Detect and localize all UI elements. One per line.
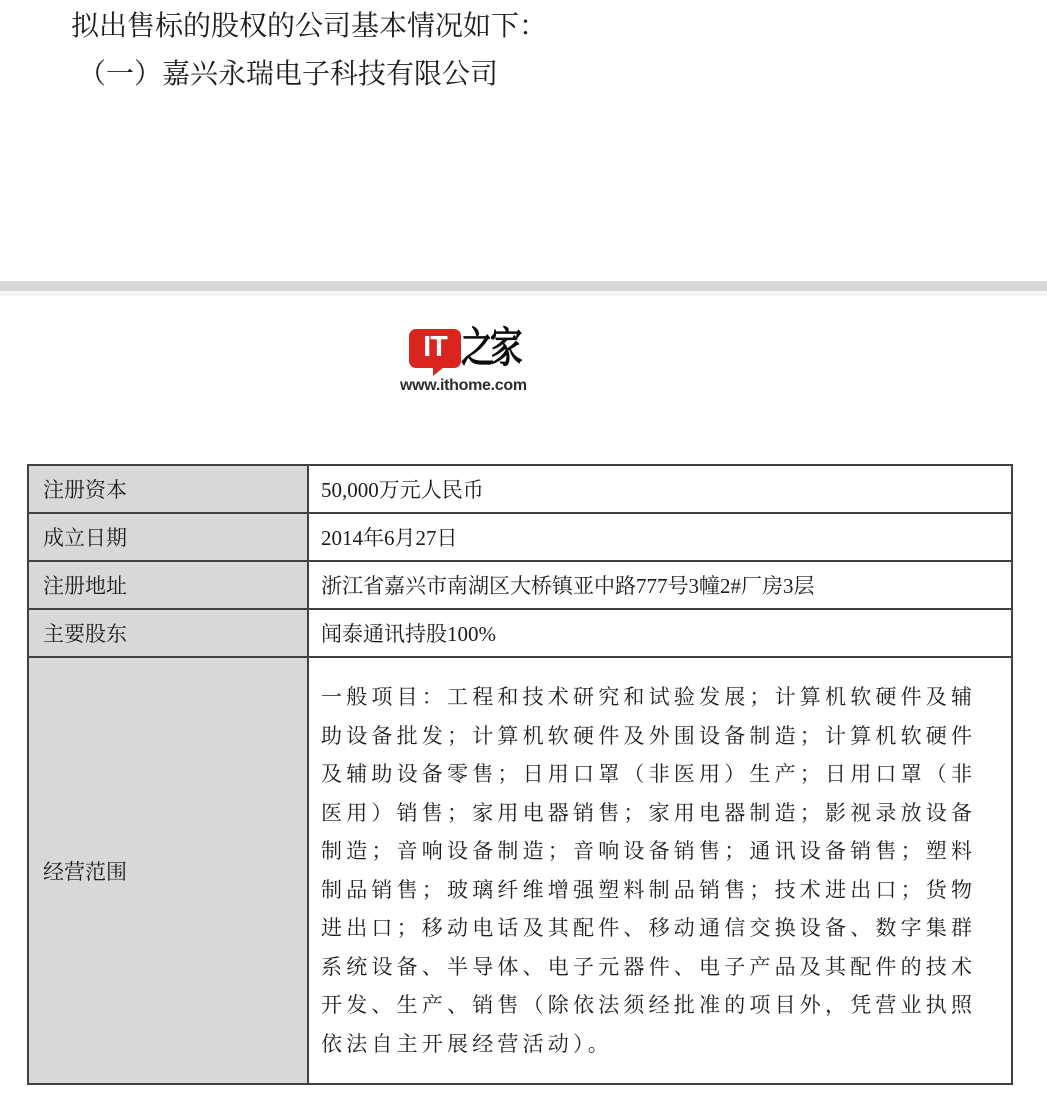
- table-row: [28, 657, 1012, 1084]
- row-value-establish-date: 2014年6月27日: [308, 513, 1012, 561]
- table-row: [28, 561, 1012, 609]
- company-info-table: [27, 464, 1013, 1085]
- row-label-major-shareholder: 主要股东: [28, 609, 308, 657]
- ithome-logo-bubble-tail: [433, 367, 444, 376]
- ithome-logo-icon: [409, 329, 461, 368]
- section-divider-bar: [0, 281, 1047, 291]
- ithome-logo-it-text: IT: [423, 331, 447, 363]
- ithome-site-url: www.ithome.com: [400, 377, 527, 394]
- intro-text: 拟出售标的股权的公司基本情况如下：: [71, 11, 548, 42]
- row-value-registered-address: 浙江省嘉兴市南湖区大桥镇亚中路777号3幢2#厂房3层: [308, 561, 1012, 609]
- row-label-establish-date: 成立日期: [28, 513, 308, 561]
- section-heading: （一）嘉兴永瑞电子科技有限公司: [78, 59, 499, 90]
- row-label-business-scope: 经营范围: [28, 657, 308, 1084]
- row-value-business-scope: 一般项目：工程和技术研究和试验发展；计算机软硬件及辅助设备批发；计算机软硬件及外围设备制造；计算机软硬件及辅助设备零售；日用口罩（非医用）生产；日用口罩（非医用）销售；家用电器销售；家用电器制造；影视录放设备制造；音响设备制造；音响设备销售；通讯设备销售；塑料制品销售；玻璃纤维增强塑料制品销售；技术进出口；货物进出口；移动电话及其配件、移动通信交换设备、数字集群系统设备、半导体、电子元器件、电子产品及其配件的技术开发、生产、销售（除依法须经批准的项目外，凭营业执照依法自主开展经营活动）。: [308, 657, 1012, 1084]
- row-value-major-shareholder: 闻泰通讯持股100%: [308, 609, 1012, 657]
- table-row: [28, 513, 1012, 561]
- row-label-registered-address: 注册地址: [28, 561, 308, 609]
- section-divider-shadow: [0, 291, 1047, 296]
- row-label-registered-capital: 注册资本: [28, 465, 308, 513]
- row-value-registered-capital: 50,000万元人民币: [308, 465, 1012, 513]
- ithome-logo-zhijia-text: 之家: [461, 326, 519, 372]
- table-row: [28, 609, 1012, 657]
- table-row: [28, 465, 1012, 513]
